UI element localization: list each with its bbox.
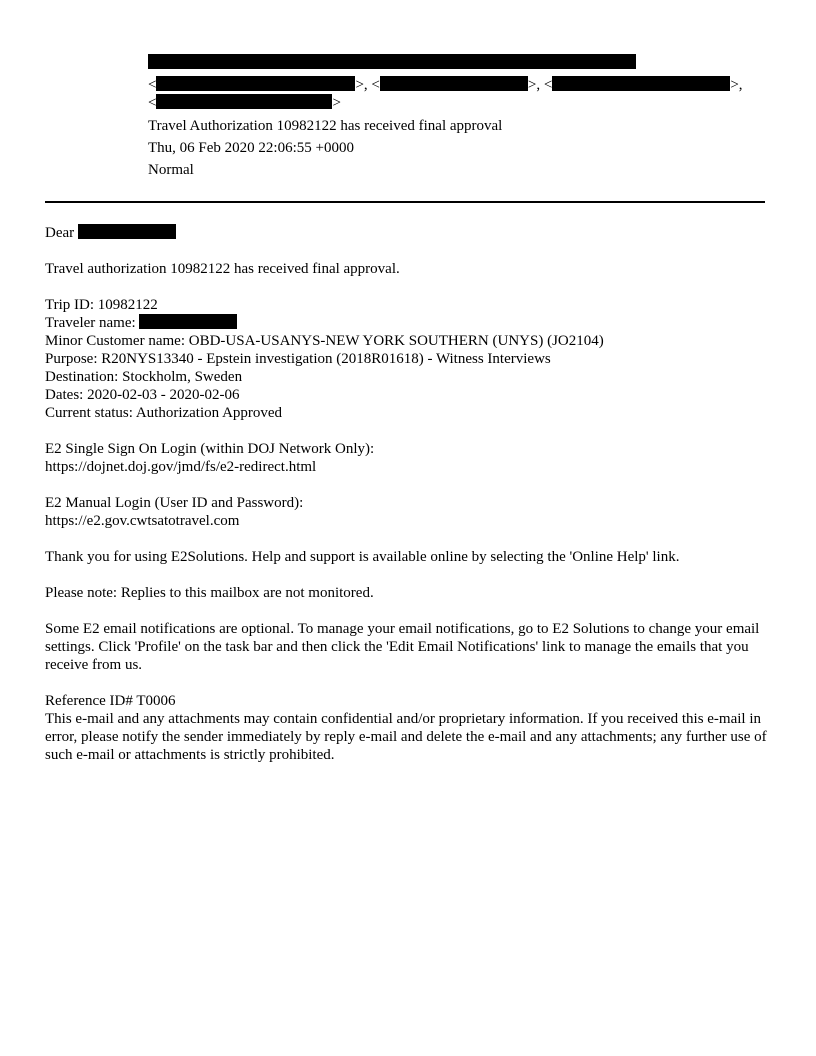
importance-value: Normal (148, 162, 194, 178)
to-sep: >, (730, 77, 743, 93)
intro-text: Travel authorization 10982122 has received final approval. (45, 261, 400, 277)
redacted-block (78, 224, 176, 239)
header-divider (45, 201, 765, 203)
manual-login-label: E2 Manual Login (User ID and Password): (45, 495, 304, 511)
greeting: Dear (45, 225, 75, 241)
optional-notifications-text: Some E2 email notifications are optional. To manage your email notifications, go to E2 Solutions to change your email settings. Click 'Profile' on the task bar and then click the 'Edit Email Notifications' link to manage the emails that you receive from us. (45, 621, 760, 673)
to-lt: < (148, 77, 157, 93)
destination: Destination: Stockholm, Sweden (45, 369, 243, 385)
redacted-block (552, 76, 730, 91)
date-value: Thu, 06 Feb 2020 22:06:55 +0000 (148, 140, 354, 156)
dates: Dates: 2020-02-03 - 2020-02-06 (45, 387, 240, 403)
email-body (45, 224, 773, 764)
to-sep: >, < (355, 77, 380, 93)
from-value (148, 54, 636, 72)
purpose: Purpose: R20NYS13340 - Epstein investigation (2018R01618) - Witness Interviews (45, 351, 551, 367)
to-value-cont (148, 94, 341, 112)
sso-url[interactable]: https://dojnet.doj.gov/jmd/fs/e2-redirect.html (45, 459, 317, 475)
redacted-block (139, 314, 237, 329)
minor-customer: Minor Customer name: OBD-USA-USANYS-NEW YORK SOUTHERN (UNYS) (JO2104) (45, 333, 604, 349)
manual-login-url[interactable]: https://e2.gov.cwtsatotravel.com (45, 513, 240, 529)
traveler-label: Traveler name: (45, 315, 136, 331)
greeting-line (45, 224, 773, 242)
current-status: Current status: Authorization Approved (45, 405, 283, 421)
reference-id: Reference ID# T0006 (45, 693, 176, 709)
note-text: Please note: Replies to this mailbox are not monitored. (45, 585, 374, 601)
subject-value: Travel Authorization 10982122 has received final approval (148, 118, 503, 134)
traveler-line (45, 314, 773, 332)
to-gt: > (332, 95, 341, 111)
redacted-block (156, 94, 332, 109)
redacted-block (380, 76, 528, 91)
disclaimer-text: This e-mail and any attachments may contain confidential and/or proprietary information. If you received this e-mail in error, please notify the sender immediately by reply e-mail and delete the e-mail and any attachments; any further use of such e-mail or attachments is strictly prohibited. (45, 711, 767, 763)
thanks-text: Thank you for using E2Solutions. Help and support is available online by selecting the 'Online Help' link. (45, 549, 680, 565)
redacted-block (156, 76, 355, 91)
trip-id: Trip ID: 10982122 (45, 297, 158, 313)
to-value (148, 76, 743, 94)
redacted-block (148, 54, 636, 69)
to-lt: < (148, 95, 157, 111)
to-sep: >, < (527, 77, 553, 93)
sso-label: E2 Single Sign On Login (within DOJ Network Only): (45, 441, 375, 457)
